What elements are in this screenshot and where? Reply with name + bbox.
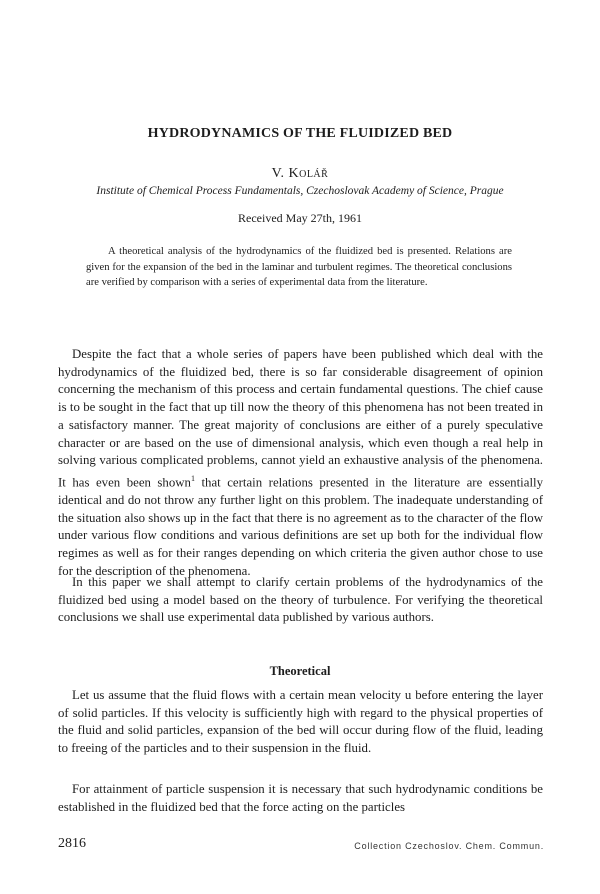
author <box>0 166 600 182</box>
paragraph-1 <box>58 346 543 580</box>
author-surname: Kolář <box>288 166 329 181</box>
received-date: Received May 27th, 1961 <box>238 211 362 225</box>
page-number: 2816 <box>58 836 86 851</box>
paper-title: HYDRODYNAMICS OF THE FLUIDIZED BED <box>147 126 453 141</box>
paragraph-3: Let us assume that the fluid flows with a certain mean velocity u before entering the layer of solid particles. If this velocity is sufficiently high with regard to the physical properties of the fluid and solid particles, expansion of the bed will occur during flow of the fluid, leading to freeing of the particles and to their suspension in the fluid. <box>58 688 543 756</box>
paragraph-1-part-a: Despite the fact that a whole series of papers have been published which deal with the hydrodynamics of the fluidized bed, there is so far considerable disagreement of opinion concerning the mechanism of this process and certain fundamental questions. The chief cause is to be sought in the fact that up till now the theory of this phenomena has not been treated in a satisfactory manner. The great majority of conclusions are either of a purely speculative character or are based on the use of dimensional analysis, which even though a real help in solving various complicated problems, cannot yield an exhaustive analysis of the phenomena. It has even been shown <box>58 347 543 490</box>
paragraph-4: For attainment of particle suspension it is necessary that such hydrodynamic conditions be established in the fluidized bed that the force acting on the particles <box>58 782 543 814</box>
paragraph-2: In this paper we shall attempt to clarify certain problems of the hydrodynamics of the fluidized bed using a model based on the theory of turbulence. For verifying the theoretical conclusions we shall use experimental data published by various authors. <box>58 575 543 625</box>
author-initial: V. <box>271 166 289 181</box>
journal-name: Collection Czechoslov. Chem. Commun. <box>354 841 544 851</box>
paragraph-1-part-b: that certain relations presented in the literature are essentially identical and do not throw any further light on this problem. The inadequate understanding of the situation also shows up in the fact that there is no agreement as to the character of the flow under various flow conditions and various definitions are set up both for the individual flow regimes as well as for their ranges depending on which criteria the given author chose to use for the description of the phenomena. <box>58 475 543 578</box>
abstract: A theoretical analysis of the hydrodynamics of the fluidized bed is presented. Relations are given for the expansion of the bed in the laminar and turbulent regimes. The theoretical conclusions are verified by comparison with a series of experimental data from the literature. <box>86 246 512 288</box>
reference-marker: 1 <box>190 473 195 483</box>
affiliation: Institute of Chemical Process Fundamentals, Czechoslovak Academy of Science, Prague <box>96 185 504 197</box>
section-heading: Theoretical <box>269 664 331 678</box>
